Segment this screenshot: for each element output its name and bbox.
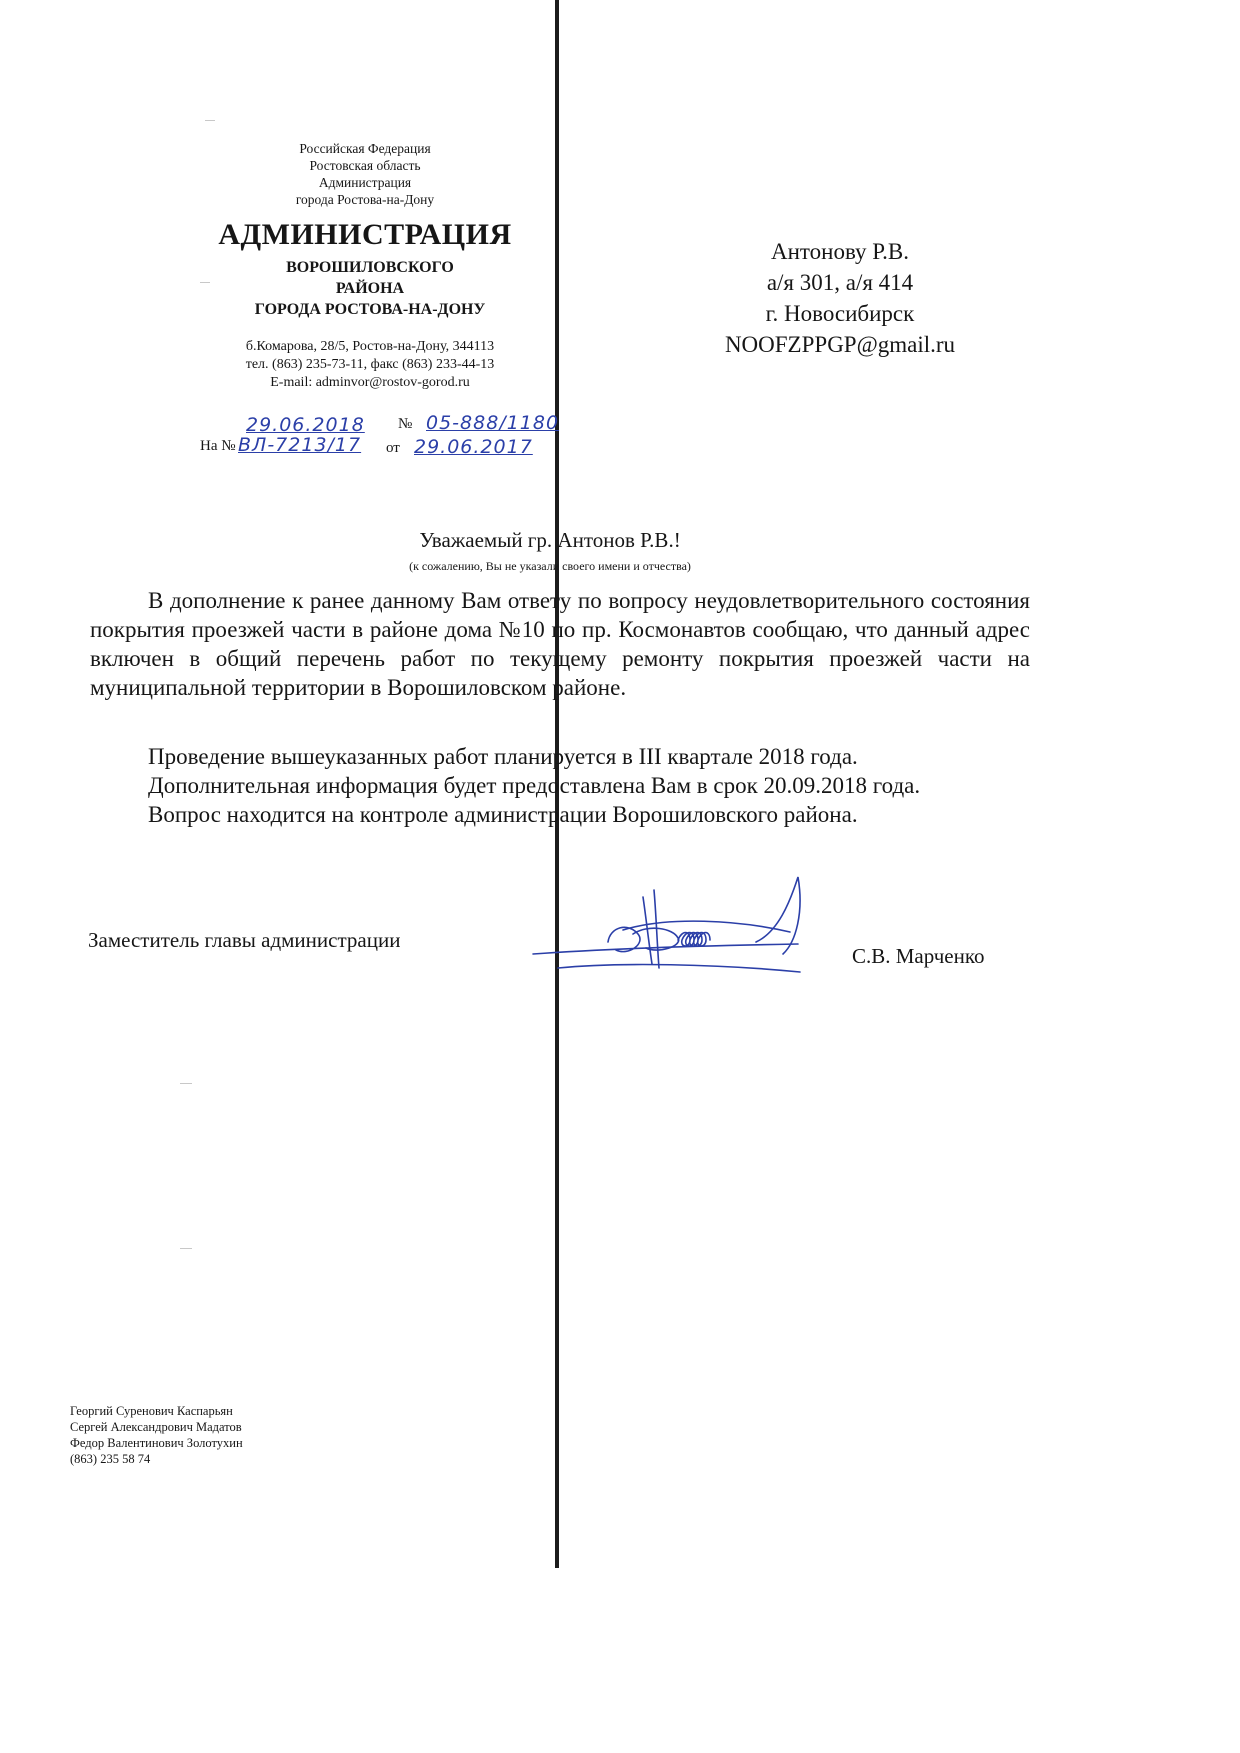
header-line: Российская Федерация [299, 141, 431, 156]
body-line: Вопрос находится на контроле администрации Ворошиловского района. [148, 802, 858, 827]
recipient-block [680, 236, 1000, 360]
contact-block [200, 338, 540, 392]
footer-line: Георгий Суренович Каспарьян [70, 1404, 233, 1418]
organization-subtitle [205, 257, 535, 320]
recipient-name: Антонову Р.В. [770, 239, 910, 264]
body-line: Дополнительная информация будет предоставлена Вам в срок 20.09.2018 года. [148, 773, 921, 798]
handwritten-signature [528, 872, 818, 982]
footer-contacts [70, 1403, 243, 1467]
footer-line: Сергей Александрович Мадатов [70, 1420, 242, 1434]
header-authority [235, 140, 495, 208]
scan-mark [180, 1248, 192, 1249]
body-line: Проведение вышеуказанных работ планируется в III квартале 2018 года. [148, 744, 858, 769]
header-line: Администрация [318, 175, 412, 190]
recipient-po-box: а/я 301, а/я 414 [766, 270, 914, 295]
salutation-note: (к сожалению, Вы не указали своего имени и отчества) [409, 559, 691, 573]
reply-label: На № [200, 438, 236, 454]
header-line: города Ростова-на-Дону [295, 192, 435, 207]
phone-line: тел. (863) 235-73-11, факс (863) 233-44-13 [245, 357, 495, 372]
subtitle-line: ГОРОДА РОСТОВА-НА-ДОНУ [254, 301, 486, 318]
body-paragraph-2 [90, 742, 1030, 829]
scan-mark [180, 1083, 192, 1084]
incoming-number: ВЛ-7213/17 [238, 434, 362, 456]
footer-line: Федор Валентинович Золотухин [70, 1436, 243, 1450]
outgoing-number: 05-888/1180 [426, 412, 560, 434]
scan-mark [205, 120, 215, 121]
footer-phone: (863) 235 58 74 [70, 1452, 151, 1466]
email-line: E-mail: adminvor@rostov-gorod.ru [270, 375, 470, 390]
subtitle-line: РАЙОНА [335, 280, 405, 297]
signatory-name: С.В. Марченко [852, 944, 985, 968]
subtitle-line: ВОРОШИЛОВСКОГО [286, 259, 454, 276]
outgoing-date: 29.06.2018 [246, 414, 365, 436]
header-line: Ростовская область [309, 158, 421, 173]
salutation: Уважаемый гр. Антонов Р.В.! [419, 528, 681, 552]
recipient-city: г. Новосибирск [765, 301, 915, 326]
body-paragraph: В дополнение к ранее данному Вам ответу по вопросу неудовлетворительного состояния покрытия проезжей части в районе дома №10 по пр. Космонавтов сообщаю, что данный адрес включен в общий перечень работ по текущему ремонту покрытия проезжей части на муниципальной территории в Ворошиловском районе. [90, 588, 1030, 700]
signatory-position: Заместитель главы администрации [88, 928, 401, 952]
from-label: от [386, 440, 400, 456]
address-line: б.Комарова, 28/5, Ростов-на-Дону, 344113 [245, 339, 495, 354]
number-label: № [398, 416, 413, 432]
organization-title: АДМИНИСТРАЦИЯ [218, 218, 512, 251]
incoming-date: 29.06.2017 [414, 436, 533, 458]
recipient-email: NOOFZPPGP@gmail.ru [724, 332, 956, 357]
